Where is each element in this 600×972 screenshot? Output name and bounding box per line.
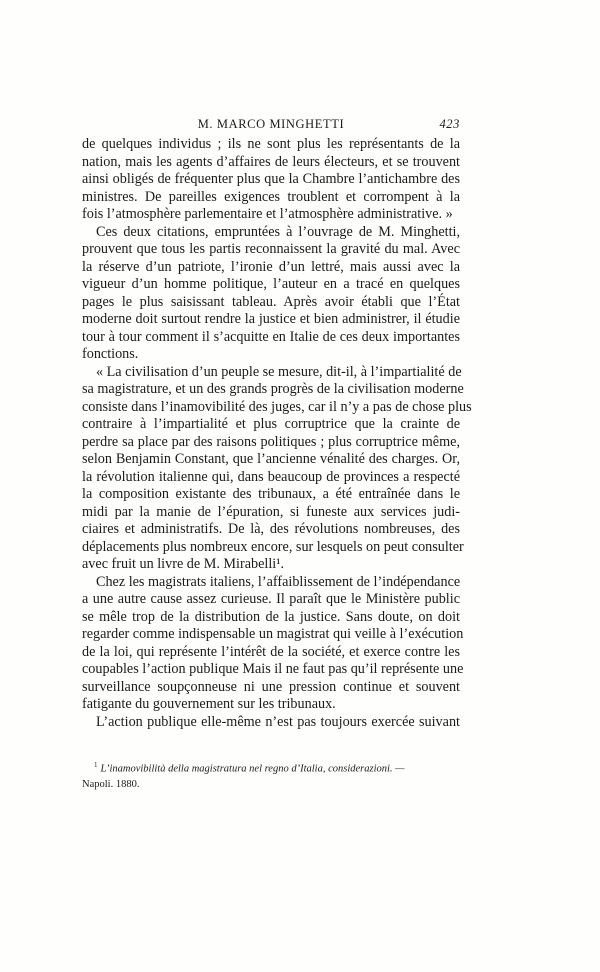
body-text bbox=[82, 136, 472, 731]
text-line: midi par la manie de l’épuration, si funeste aux services judi- bbox=[82, 503, 460, 520]
running-title: M. MARCO MINGHETTI bbox=[197, 117, 345, 131]
text-line: L’action publique elle-même n’est pas toujours exercée suivant bbox=[96, 713, 460, 730]
text-line: de la loi, qui représente l’intérêt de la société, et exerce contre les bbox=[82, 643, 460, 660]
text-line: fonctions. bbox=[82, 346, 139, 362]
text-line: la révolution italienne qui, dans beaucoup de provinces a respecté bbox=[82, 468, 460, 485]
text-line: déplacements plus nombreux encore, sur lesquels on peut consulter bbox=[82, 538, 464, 555]
text-line: a une autre cause assez curieuse. Il paraît que le Ministère public bbox=[82, 591, 460, 607]
text-line: de quelques individus ; ils ne sont plus les représentants de la bbox=[82, 136, 460, 152]
text-line: fois l’atmosphère parlementaire et l’atmosphère administrative. » bbox=[82, 206, 453, 222]
text-line: moderne doit surtout rendre la justice et bien administrer, il étudie bbox=[82, 311, 460, 327]
text-line: ciaires et administratifs. De là, des révolutions nombreuses, des bbox=[82, 521, 460, 537]
text-line: coupables l’action publique Mais il ne faut pas qu’il représente une bbox=[82, 661, 464, 677]
footnote-marker: 1 bbox=[94, 761, 98, 769]
text-line: se mêle trop de la distribution de la justice. Sans doute, on doit bbox=[82, 608, 460, 625]
footnote-imprint: Napoli. 1880. bbox=[82, 778, 140, 790]
text-line: prouvent que tous les partis reconnaissent la gravité du mal. Avec bbox=[82, 241, 460, 257]
running-head bbox=[82, 117, 460, 135]
text-line: tour à tour comment il s’acquitte en Italie de ces deux importantes bbox=[82, 328, 460, 345]
footnote-line bbox=[82, 758, 460, 777]
text-line: la composition existante des tribunaux, a été entraînée dans le bbox=[82, 486, 460, 502]
footnote bbox=[82, 758, 460, 792]
text-line: ainsi obligés de fréquenter plus que la Chambre l’antichambre des bbox=[82, 171, 460, 187]
text-line: perdre sa place par des raisons politiques ; plus corruptrice même, bbox=[82, 433, 460, 450]
text-line: regarder comme indispensable un magistrat qui veille à l’exécution bbox=[82, 626, 464, 642]
text-line: consiste dans l’inamovibilité des juges, car il n’y a pas de chose plus bbox=[82, 398, 472, 415]
text-line: fatigante du gouvernement sur les tribunaux. bbox=[82, 696, 336, 712]
page-number: 423 bbox=[439, 117, 460, 131]
text-line: nation, mais les agents d’affaires de leurs électeurs, et se trouvent bbox=[82, 153, 460, 170]
text-line: Chez les magistrats italiens, l’affaiblissement de l’indépendance bbox=[96, 573, 461, 590]
text-line: la réserve d’un patriote, l’ironie d’un lettré, mais aussi avec la bbox=[82, 258, 460, 275]
text-line: selon Benjamin Constant, que l’ancienne vénalité des charges. Or, bbox=[82, 451, 460, 467]
text-line: avec fruit un livre de M. Mirabelli¹. bbox=[82, 556, 285, 572]
text-line: pages le plus saisissant tableau. Après avoir établi que l’État bbox=[82, 293, 460, 310]
text-line: sa magistrature, et un des grands progrès de la civilisation moderne bbox=[82, 381, 464, 397]
text-line: Ces deux citations, empruntées à l’ouvrage de M. Minghetti, bbox=[96, 223, 460, 240]
text-line: contraire à l’impartialité et plus corruptrice que la crainte de bbox=[82, 416, 460, 432]
footnote-text: L’inamovibilità della magistratura nel regno d’Italia, considerazioni. — bbox=[100, 763, 405, 775]
text-line: vigueur d’un homme politique, l’auteur en a tracé en quelques bbox=[82, 276, 460, 292]
text-line: surveillance soupçonneuse ni une pression continue et souvent bbox=[82, 678, 460, 695]
text-line: « La civilisation d’un peuple se mesure, dit-il, à l’impartialité de bbox=[96, 363, 462, 380]
text-line: ministres. De pareilles exigences troublent et corrompent à la bbox=[82, 188, 460, 205]
